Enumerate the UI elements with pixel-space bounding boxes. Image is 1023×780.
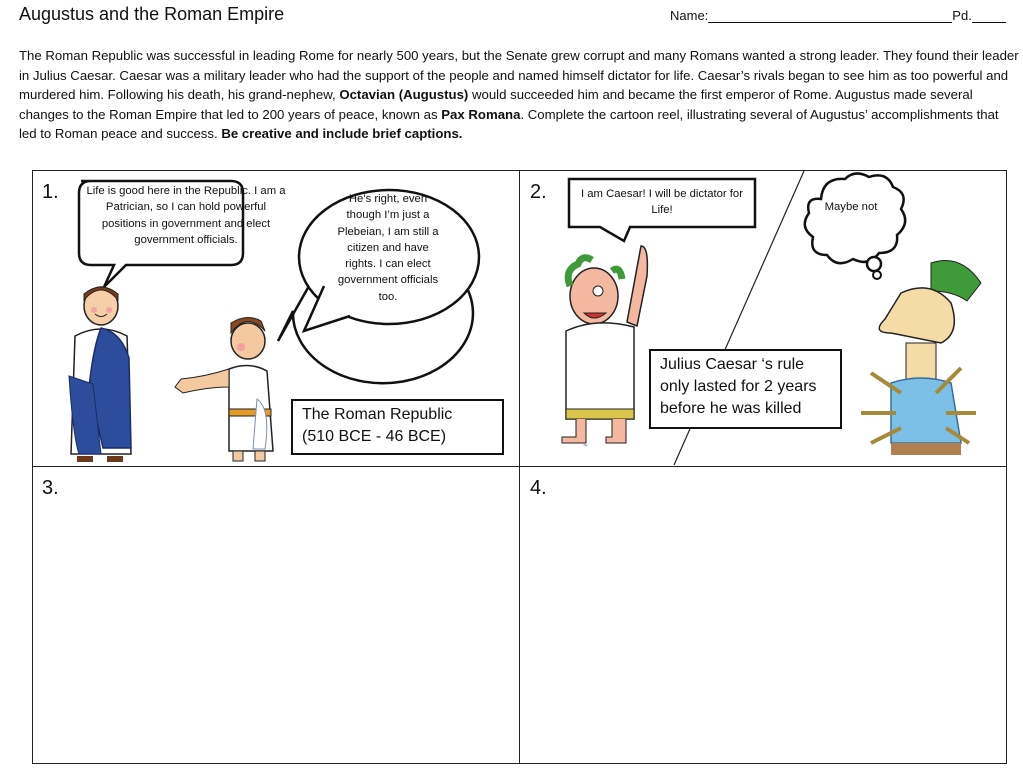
panel-3[interactable]: [33, 468, 518, 763]
grid-divider-horizontal: [32, 466, 1007, 467]
grid-divider-vertical: [519, 170, 520, 764]
bubble-text: Maybe not: [824, 201, 878, 213]
stabbed-caesar-figure: [851, 253, 986, 458]
bubble-text: Life is good here in the Republic. I am a Patrician, so I can hold powerful positions in government and elect government officials.: [86, 185, 286, 246]
period-label: Pd.: [952, 8, 972, 23]
panel-1-caption: [291, 399, 504, 455]
name-label: Name:: [670, 8, 709, 23]
caesar-figure: [546, 241, 656, 451]
intro-bold-octavian: Octavian (Augustus): [339, 87, 469, 103]
bubble-text: I am Caesar! I will be dictator for Life!: [581, 188, 743, 217]
panel-2-caption: [649, 349, 842, 429]
panel-number: 3.: [42, 477, 59, 499]
thought-text: [821, 199, 881, 215]
cartoonist-signature: ~: [583, 441, 588, 450]
intro-text: would succeeded him and became the first emperor of Rome. Augustus made several changes to the Roman Empire that led to 200 years of peace, known as: [19, 87, 973, 122]
panel-4[interactable]: [521, 468, 1006, 763]
panel-number: 2.: [530, 181, 547, 203]
intro-bold-instructions: Be creative and include brief captions.: [221, 126, 463, 142]
intro-text: The Roman Republic was successful in leading Rome for nearly 500 years, but the Senate grew corrupt and many Romans wanted a strong leader. They found their leader in Julius Caesar. Caesar was a military leader who had the support of the people and named himself dictator for life. Caesar’s rivals began to see him as too powerful and murdered him. Following his death, his grand-nephew,: [19, 48, 1019, 103]
caption-line: before he was killed: [660, 400, 802, 417]
caption-line: Julius Caesar ‘s rule: [660, 356, 805, 373]
period-field[interactable]: [972, 10, 1006, 23]
panel-number: 4.: [530, 477, 547, 499]
intro-bold-pax-romana: Pax Romana: [441, 106, 521, 122]
caption-line: The Roman Republic: [302, 406, 453, 423]
caption-line: only lasted for 2 years: [660, 378, 817, 395]
plebeian-speech-bubble: [333, 191, 443, 305]
caption-line: (510 BCE - 46 BCE): [302, 428, 447, 445]
name-field[interactable]: [708, 10, 952, 23]
plebeian-figure: [173, 319, 283, 465]
panel-2[interactable]: [521, 171, 1006, 465]
page-title: Augustus and the Roman Empire: [19, 4, 285, 24]
bubble-text: He’s right, even though I’m just a Plebeian, I am still a citizen and have rights. I can elect government officials too.: [337, 193, 439, 303]
patrician-figure: [61, 286, 141, 466]
panel-1[interactable]: [33, 171, 518, 465]
intro-text: . Complete the cartoon reel, illustrating several of Augustus’ accomplishments that led to Roman peace and success.: [19, 106, 999, 142]
panel-number: 1.: [42, 181, 59, 203]
name-period-line: [670, 8, 1006, 23]
intro-paragraph: [19, 46, 1019, 144]
